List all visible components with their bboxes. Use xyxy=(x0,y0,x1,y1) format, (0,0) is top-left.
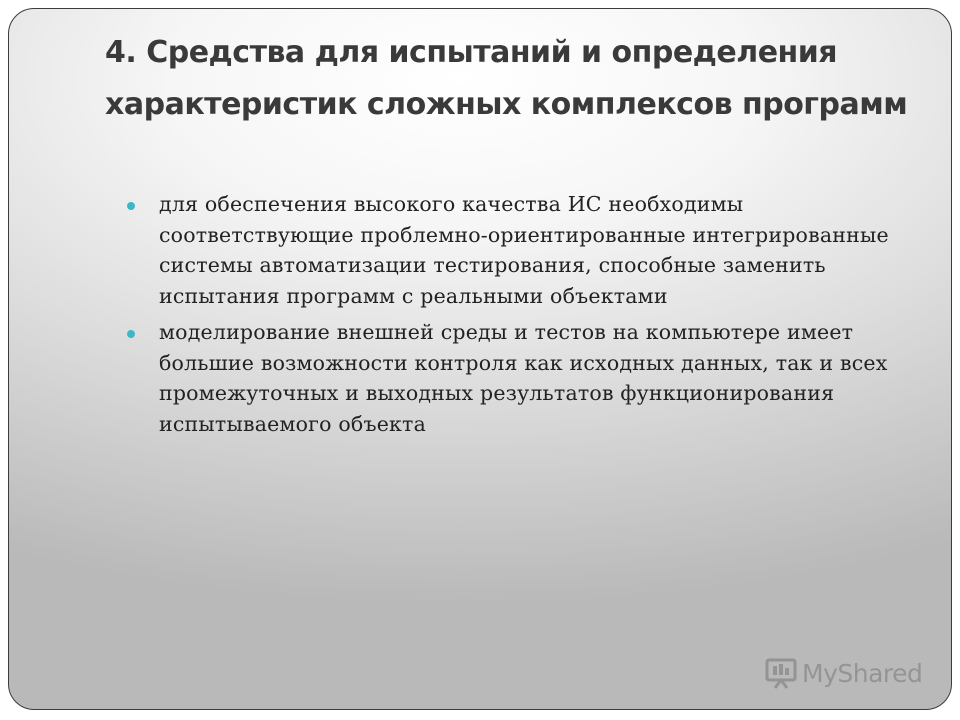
bullet-list xyxy=(121,189,911,445)
bullet-text: для обеспечения высокого качества ИС необходимы соответствующие проблемно-ориентированные интегрированные системы автоматизации тестирования, способные заменить испытания программ с реальными объектами xyxy=(159,192,889,308)
presentation-board-icon xyxy=(764,656,798,690)
bullet-dot-icon xyxy=(127,202,135,210)
bullet-item xyxy=(121,317,911,439)
watermark xyxy=(764,656,922,690)
watermark-text: MyShared xyxy=(802,658,923,688)
bullet-item xyxy=(121,189,911,311)
slide xyxy=(8,8,952,710)
slide-title: 4. Средства для испытаний и определения характеристик сложных комплексов программ xyxy=(105,35,908,122)
bullet-text: моделирование внешней среды и тестов на компьютере имеет большие возможности контроля как исходных данных, так и всех промежуточных и выходных результатов функционирования испытываемого объекта xyxy=(159,320,888,436)
bullet-dot-icon xyxy=(127,330,135,338)
